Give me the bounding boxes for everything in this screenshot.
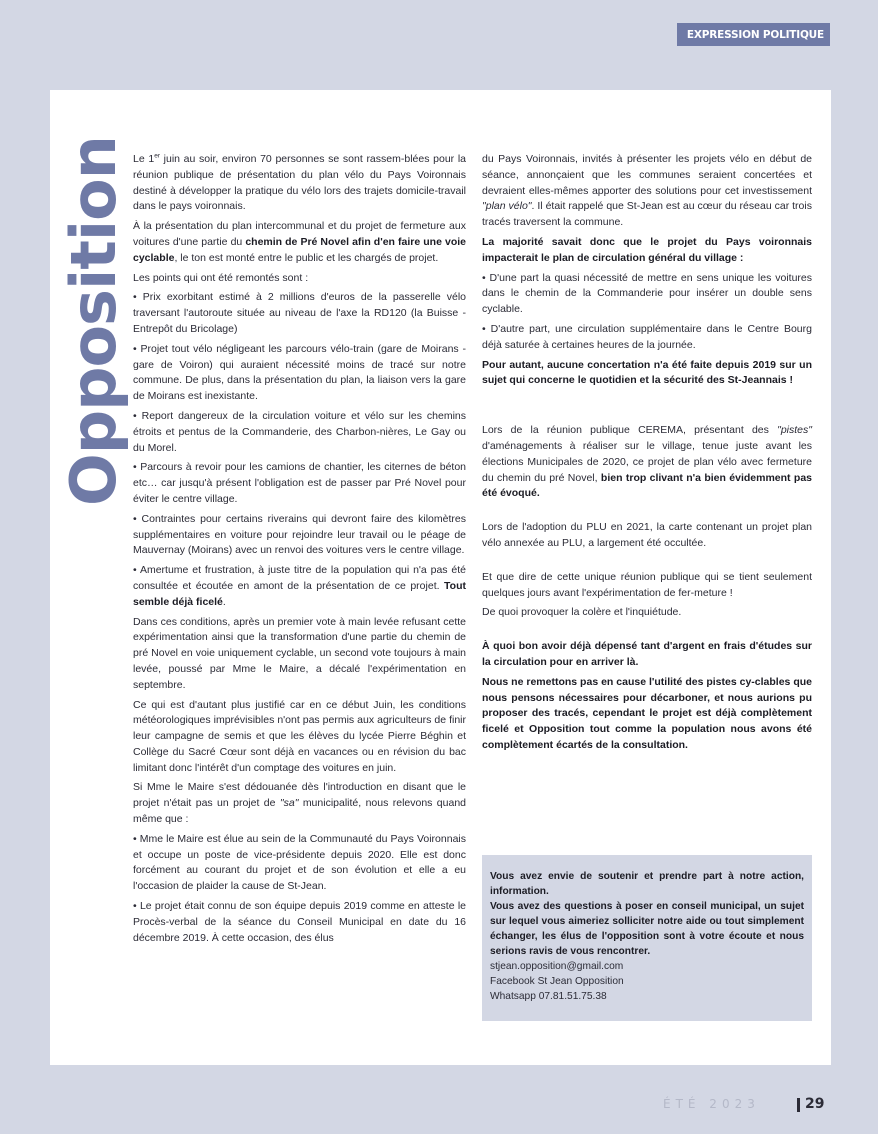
- facebook-link[interactable]: Facebook St Jean Opposition: [490, 976, 624, 987]
- bullet-item: • Report dangereux de la circulation voiture et vélo sur les chemins étroits et pentus de la Commanderie, des Charbon-nières, Le Gay ou du Morel.: [133, 409, 466, 454]
- callout-line: Vous avez envie de soutenir et prendre part à notre action, information.: [490, 871, 804, 897]
- paragraph: Les points qui ont été remontés sont :: [133, 271, 309, 284]
- bullet-item: • Prix exorbitant estimé à 2 millions d'euros de la passerelle vélo traversant l'autoroute située au niveau de l'axe la RD120 (la Buisse - Entrepôt du Bricolage): [133, 291, 466, 335]
- bullet-item: • D'autre part, une circulation supplémentaire dans le Centre Bourg déjà saturée à certaines heures de la journée.: [482, 322, 812, 351]
- footer-divider: [797, 1098, 800, 1112]
- paragraph: Dans ces conditions, après un premier vote à main levée refusant cette expérimentation ainsi que la transformation d'une partie du chemin de pré Novel en voie uniquement cyclable, un second vote toujours à main levée, poussé par Mme le Maire, a décalé l'expérimentation en septembre.: [133, 615, 466, 691]
- paragraph: Si Mme le Maire s'est dédouanée dès l'introduction en disant que le projet n'était pas un projet de "sa" municipalité, nous relevons quand même que :: [133, 781, 467, 826]
- footer-season: ÉTÉ 2023: [663, 1097, 760, 1111]
- bullet-item: • Projet tout vélo négligeant les parcours vélo-train (gare de Moirans - gare de Voiron) qui auraient nécessité moins de tracé sur notre commune. De plus, dans la présentation du plan, la liaison vers la gare de Moirans est inexistante.: [133, 342, 466, 403]
- paragraph: Lors de la réunion publique CEREMA, présentant des "pistes" d'aménagements à réaliser sur le village, tenue juste avant les élections Municipales de 2020, ce projet de plan vélo avec fermeture du chemin du pré Novel, bien trop clivant n'a bien évidemment pas été évoqué.: [482, 424, 813, 500]
- bullet-item: • Le projet était connu de son équipe depuis 2019 comme en atteste le Procès-verbal de la séance du Conseil Municipal en date du 16 décembre 2019. À cette occasion, des élus: [133, 900, 466, 944]
- whatsapp-contact: Whatsapp 07.81.51.75.38: [490, 991, 607, 1002]
- section-tag: [677, 23, 830, 46]
- callout-line: Vous avez des questions à poser en conseil municipal, un sujet sur lequel vous aimeriez solliciter notre aide ou tout simplement échanger, les élus de l'opposition sont à votre écoute et nous serions ravis de vous rencontrer.: [490, 901, 804, 957]
- paragraph: Lors de l'adoption du PLU en 2021, la carte contenant un projet plan vélo annexée au PLU, a largement été occultée.: [482, 521, 812, 549]
- article-column-left: [133, 152, 466, 950]
- paragraph-bold: À quoi bon avoir déjà dépensé tant d'argent en frais d'études sur la circulation pour en arriver là.: [482, 640, 812, 668]
- contact-callout: [482, 855, 812, 1021]
- email-link[interactable]: stjean.opposition@gmail.com: [490, 961, 624, 972]
- paragraph: Et que dire de cette unique réunion publique qui se tient seulement quelques jours avant l'expérimentation de fer-meture !: [482, 570, 812, 599]
- section-tag-label: EXPRESSION POLITIQUE: [686, 28, 824, 41]
- bullet-item: • D'une part la quasi nécessité de mettre en sens unique les voitures dans le chemin de la Commanderie pour insérer un double sens cyclable.: [482, 271, 812, 316]
- paragraph: À la présentation du plan intercommunal et du projet de fermeture aux voitures d'une partie du chemin de Pré Novel afin d'en faire une voie cyclable, le ton est monté entre le public et les chargés de projet.: [133, 220, 466, 264]
- paragraph: Le 1er juin au soir, environ 70 personnes se sont rassem-blées pour la réunion publique de présentation du plan vélo du Pays Voironnais destiné à développer la pratique du vélo lors des trajets domicile-travail dans le pays voironnais.: [133, 152, 467, 213]
- bullet-item: • Mme le Maire est élue au sein de la Communauté du Pays Voironnais et occupe un poste de vice-présidente depuis 2020. Elle est donc forcément au courant du projet et de son évolution et elle a eu l'occasion de plaider la cause de St-Jean.: [133, 832, 466, 893]
- paragraph: du Pays Voironnais, invités à présenter les projets vélo en début de séance, annonçaient que les communes seraient concertées et devraient elles-mêmes apporter des solutions pour cet investissement "plan vélo". Il était rappelé que St-Jean est au cœur du réseau car trois tracés traversent la commune.: [482, 153, 812, 229]
- paragraph-bold: La majorité savait donc que le projet du Pays voironnais impacterait le plan de circulation général du village :: [482, 235, 812, 264]
- page-number: 29: [805, 1096, 825, 1112]
- bullet-item: • Contraintes pour certains riverains qui devront faire des kilomètres supplémentaires en voiture pour rejoindre leur travail ou le péage de Mauvernay (Moirans) avec un renvoi des voitures vers le centre village.: [133, 512, 466, 557]
- article-column-right: [482, 152, 812, 758]
- paragraph: De quoi provoquer la colère et l'inquiétude.: [482, 606, 682, 619]
- vertical-title: Opposition: [57, 136, 130, 506]
- paragraph-bold: Pour autant, aucune concertation n'a été faite depuis 2019 sur un sujet qui concerne le quotidien et la sécurité des St-Jeannais !: [482, 358, 812, 387]
- bullet-item: • Amertume et frustration, à juste titre de la population qui n'a pas été consultée et écoutée en amont de la présentation de ce projet. Tout semble déjà ficelé.: [133, 564, 466, 608]
- paragraph: Ce qui est d'autant plus justifié car en ce début Juin, les conditions météorologiques imprévisibles n'ont pas permis aux agriculteurs de finir leur campagne de semis et que les élèves du lycée Pierre Béghin et Collège du Sacré Cœur sont déjà en vacances ou en révision du bac limitant donc l'intérêt d'un comptage des voitures en juin.: [133, 698, 466, 774]
- bullet-item: • Parcours à revoir pour les camions de chantier, les citernes de béton etc… car jusqu'à présent l'obligation est de passer par Pré Novel pour éviter le centre village.: [133, 461, 466, 505]
- paragraph-bold: Nous ne remettons pas en cause l'utilité des pistes cy-clables que nous pensons nécessaires pour décarboner, et nous aurions pu proposer des tracés, cependant le projet est déjà complètement ficelé et Opposition tout comme la population nous avons été complètement écartés de la consultation.: [482, 675, 812, 751]
